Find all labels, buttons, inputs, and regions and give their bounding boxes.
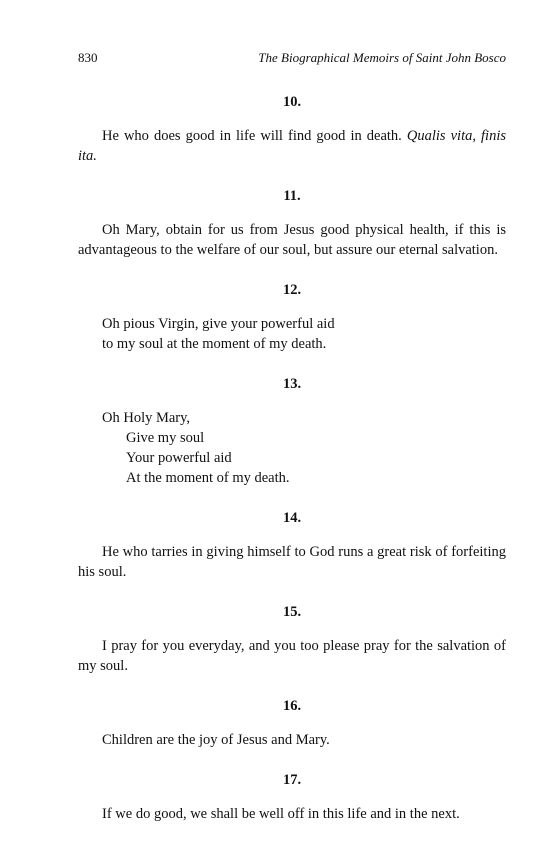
section-number: 17. <box>282 772 302 788</box>
verse-line: At the moment of my death. <box>126 470 290 486</box>
saying-paragraph: I pray for you everyday, and you too please pray for the salvation of my soul. <box>78 638 506 674</box>
verse-line: Oh Holy Mary, <box>102 410 191 426</box>
verse-line: Your powerful aid <box>126 450 232 466</box>
section-number: 16. <box>282 698 302 714</box>
verse-line: Oh pious Virgin, give your powerful aid <box>102 316 335 332</box>
saying-paragraph: He who tarries in giving himself to God runs a great risk of forfeiting his soul. <box>78 544 506 580</box>
section-number: 10. <box>282 94 302 110</box>
page-number: 830 <box>78 50 98 65</box>
saying-text: He who does good in life will find good in death. <box>102 128 402 144</box>
section-number: 11. <box>283 188 301 204</box>
saying-paragraph: Oh Mary, obtain for us from Jesus good physical health, if this is advantageous to the welfare of our soul, but assure our eternal salvation. <box>78 222 506 258</box>
saying-paragraph: If we do good, we shall be well off in this life and in the next. <box>102 806 460 822</box>
section-number: 13. <box>282 376 302 392</box>
running-head <box>78 50 506 70</box>
section-number: 15. <box>282 604 302 620</box>
saying-paragraph <box>78 126 506 166</box>
saying-paragraph: Children are the joy of Jesus and Mary. <box>102 732 330 748</box>
latin-phrase: Qualis vita, finis ita. <box>78 128 506 164</box>
page-body <box>78 92 506 824</box>
prayer-verse <box>78 314 506 354</box>
section-number: 12. <box>282 282 302 298</box>
running-title: The Biographical Memoirs of Saint John Bosco <box>258 50 506 65</box>
verse-line: Give my soul <box>126 430 205 446</box>
section-number: 14. <box>282 510 302 526</box>
prayer-verse <box>78 408 506 488</box>
verse-line: to my soul at the moment of my death. <box>102 336 327 352</box>
